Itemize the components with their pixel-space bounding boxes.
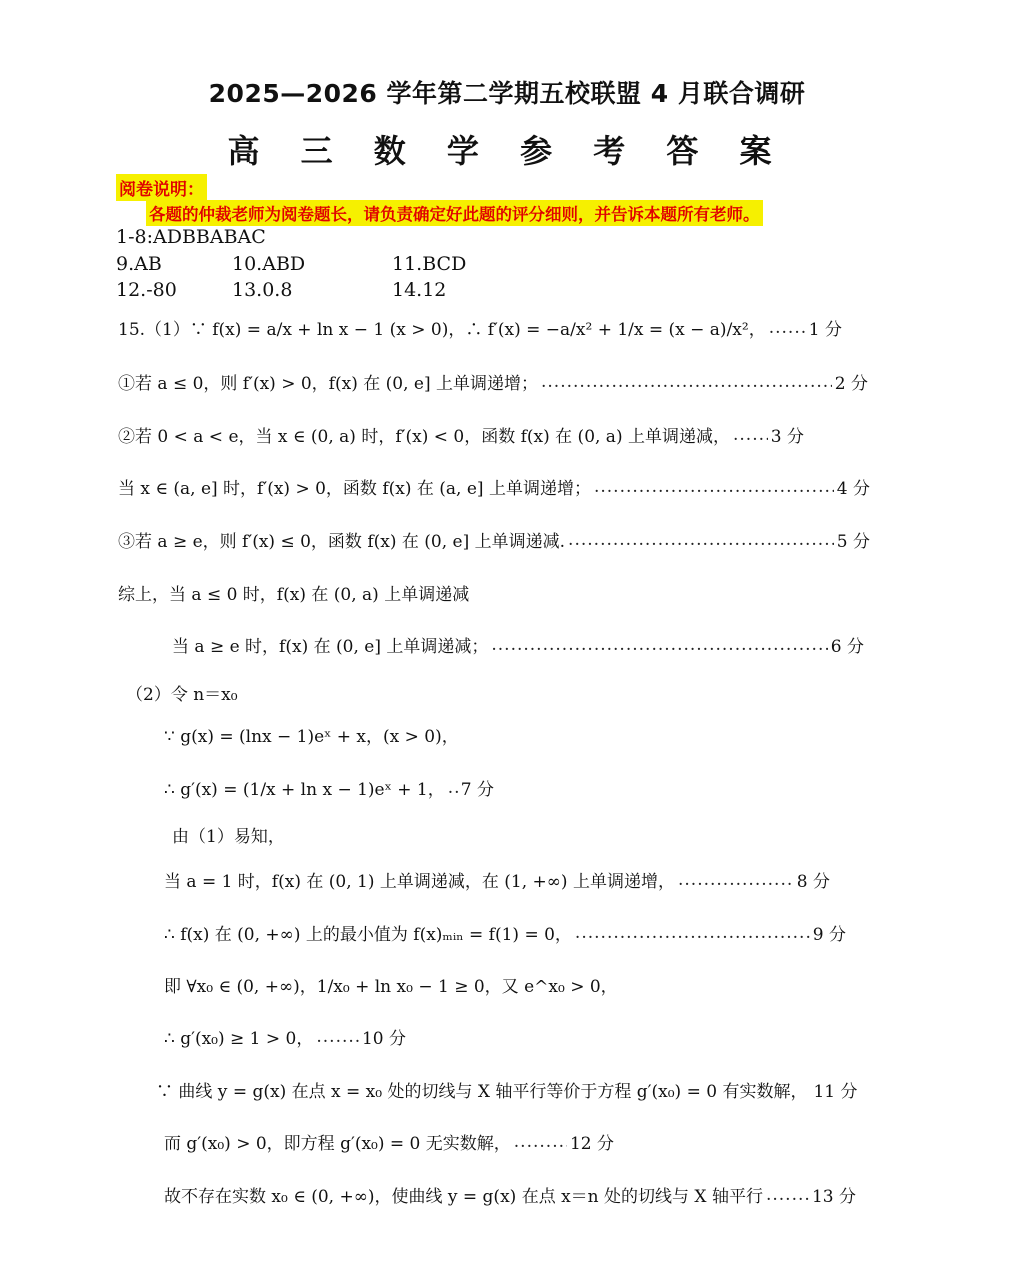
solution-line [0,527,1014,552]
leader-dots [678,870,794,890]
leader-dots [568,530,834,550]
score-label: 5 分 [836,532,870,552]
solution-text: 综上，当 a ≤ 0 时，f(x) 在 (0, a) 上单调递减 [118,585,470,605]
solution-line [0,580,1014,605]
score-label: 11 分 [813,1082,858,1102]
solution-line [0,632,1014,657]
solution-text: （2）令 n＝x₀ [126,685,238,705]
solution-text: ∴ f(x) 在 (0, +∞) 上的最小值为 f(x)ₘᵢₙ = f(1) = 0， [164,925,572,945]
solution-text: ∴ g′(x) = (1/x + ln x − 1)eˣ + 1， [164,780,445,800]
leader-dots [769,318,806,338]
leader-dots [575,923,810,943]
answer-13: 13.0.8 [232,279,293,301]
leader-dots [316,1027,359,1047]
score-label: 6 分 [830,637,864,657]
solution-text: 由（1）易知， [172,827,285,847]
answer-14: 14.12 [392,279,447,301]
solution-text: 故不存在实数 x₀ ∈ (0, +∞)，使曲线 y = g(x) 在点 x＝n 处的切线与 X 轴平行 [164,1187,763,1207]
solution-text: 即 ∀x₀ ∈ (0, +∞)，1/x₀ + ln x₀ − 1 ≥ 0，又 e^x₀ > 0， [164,977,618,997]
solution-text: 15.（1）∵ f(x) = a/x + ln x − 1 (x > 0)，∴ f′(x) = −a/x² + 1/x = (x − a)/x²， [118,320,766,340]
leader-dots [594,477,834,497]
solution-text: ∵ 曲线 y = g(x) 在点 x = x₀ 处的切线与 X 轴平行等价于方程 g′(x₀) = 0 有实数解， [156,1082,808,1102]
score-label: 4 分 [836,479,870,499]
score-label: 13 分 [811,1187,856,1207]
score-label: 10 分 [361,1029,406,1049]
score-label: 8 分 [796,872,830,892]
answer-11: 11.BCD [392,253,467,275]
solution-line [0,422,1014,447]
solution-text: 而 g′(x₀) > 0，即方程 g′(x₀) = 0 无实数解， [164,1134,511,1154]
solution-text: ①若 a ≤ 0，则 f′(x) > 0，f(x) 在 (0, e] 上单调递增； [118,374,538,394]
score-label: 1 分 [808,320,842,340]
solution-line [0,1182,1014,1207]
leader-dots [491,635,827,655]
solution-line [0,315,1014,340]
solution-text: 当 x ∈ (a, e] 时，f′(x) > 0，函数 f(x) 在 (a, e] 上单调递增； [118,479,591,499]
solution-line [0,920,1014,945]
document-subtitle: 高 三 数 学 参 考 答 案 [227,132,787,170]
marking-notice-label: 阅卷说明： [116,174,207,201]
solution-text: ∴ g′(x₀) ≥ 1 > 0， [164,1029,314,1049]
solution-text: 当 a ≥ e 时，f(x) 在 (0, e] 上单调递减； [172,637,489,657]
score-label: 3 分 [770,427,804,447]
answer-12: 12.-80 [116,279,177,301]
solution-line [0,1024,1014,1049]
answer-10: 10.ABD [232,253,306,275]
solution-line [0,972,1014,997]
solution-line [0,369,1014,394]
document-title: 2025—2026 学年第二学期五校联盟 4 月联合调研 [208,79,806,108]
solution-line [0,822,1014,847]
leader-dots [514,1132,567,1152]
leader-dots [733,425,768,445]
solution-line [0,680,1014,705]
score-label: 12 分 [569,1134,614,1154]
solution-line [0,775,1014,800]
solution-text: ②若 0 < a < e，当 x ∈ (0, a) 时，f′(x) < 0，函数 f(x) 在 (0, a) 上单调递减， [118,427,730,447]
leader-dots [448,778,458,798]
leader-dots [766,1185,809,1205]
solution-line [0,1129,1014,1154]
solution-line [0,722,1014,747]
score-label: 7 分 [460,780,494,800]
solution-text: ∵ g(x) = (lnx − 1)eˣ + x，(x > 0)， [164,727,459,747]
answers-1-8: 1-8:ADBBABAC [116,226,266,248]
solution-line [0,867,1014,892]
answer-9: 9.AB [116,253,162,275]
score-label: 9 分 [812,925,846,945]
solution-line [0,474,1014,499]
solution-line [0,1077,1014,1102]
score-label: 2 分 [834,374,868,394]
leader-dots [541,372,832,392]
marking-notice-text: 各题的仲裁老师为阅卷题长，请负责确定好此题的评分细则，并告诉本题所有老师。 [146,200,763,226]
solution-text: 当 a = 1 时，f(x) 在 (0, 1) 上单调递减，在 (1, +∞) 上单调递增， [164,872,675,892]
solution-text: ③若 a ≥ e，则 f′(x) ≤ 0，函数 f(x) 在 (0, e] 上单调递减. [118,532,566,552]
